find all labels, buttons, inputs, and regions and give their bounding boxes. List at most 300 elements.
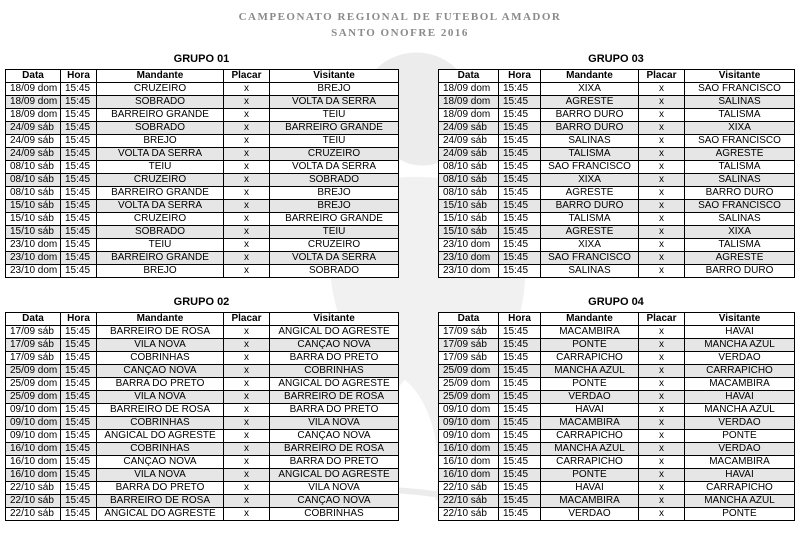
score: x: [639, 417, 685, 430]
match-time: 15:45: [499, 148, 541, 161]
table-row: [439, 148, 795, 161]
table-row: [439, 469, 795, 482]
score: x: [639, 339, 685, 352]
match-date: 08/10 sáb: [439, 174, 499, 187]
table-row: [6, 96, 399, 109]
score: x: [639, 187, 685, 200]
table-row: [439, 391, 795, 404]
score: x: [224, 213, 270, 226]
away-team: SOBRADO: [270, 265, 399, 278]
match-time: 15:45: [499, 430, 541, 443]
column-header-placar: Placar: [639, 313, 685, 326]
match-time: 15:45: [61, 83, 97, 96]
match-time: 15:45: [499, 213, 541, 226]
match-time: 15:45: [499, 482, 541, 495]
match-date: 08/10 sáb: [439, 161, 499, 174]
table-row: [6, 109, 399, 122]
score: x: [639, 226, 685, 239]
score: x: [639, 482, 685, 495]
score: x: [224, 326, 270, 339]
table-row: [6, 378, 399, 391]
away-team: PONTE: [685, 508, 795, 521]
group-title: GRUPO 01: [173, 53, 230, 65]
match-time: 15:45: [499, 239, 541, 252]
match-time: 15:45: [61, 495, 97, 508]
match-date: 18/09 dom: [6, 96, 61, 109]
match-date: 15/10 sáb: [6, 213, 61, 226]
table-header-row: [439, 70, 795, 83]
home-team: MACAMBIRA: [541, 326, 639, 339]
home-team: VERDAO: [541, 508, 639, 521]
column-header-data: Data: [6, 70, 61, 83]
match-time: 15:45: [61, 443, 97, 456]
match-date: 25/09 dom: [6, 378, 61, 391]
match-time: 15:45: [61, 213, 97, 226]
away-team: SOBRADO: [270, 174, 399, 187]
match-date: 08/10 sáb: [6, 161, 61, 174]
match-date: 17/09 sáb: [6, 352, 61, 365]
home-team: BARRA DO PRETO: [97, 378, 224, 391]
match-date: 15/10 sáb: [439, 226, 499, 239]
away-team: TEIU: [270, 226, 399, 239]
away-team: MANCHA AZUL: [685, 404, 795, 417]
score: x: [224, 391, 270, 404]
match-time: 15:45: [499, 404, 541, 417]
score: x: [224, 122, 270, 135]
away-team: HAVAI: [685, 391, 795, 404]
score: x: [224, 404, 270, 417]
column-header-hora: Hora: [499, 313, 541, 326]
score: x: [639, 252, 685, 265]
table-row: [6, 213, 399, 226]
home-team: AGRESTE: [541, 96, 639, 109]
match-date: 24/09 sáb: [439, 135, 499, 148]
match-time: 15:45: [61, 161, 97, 174]
score: x: [639, 469, 685, 482]
match-date: 09/10 dom: [439, 417, 499, 430]
match-date: 23/10 dom: [439, 252, 499, 265]
table-row: [6, 352, 399, 365]
match-time: 15:45: [499, 187, 541, 200]
table-row: [439, 352, 795, 365]
score: x: [224, 352, 270, 365]
match-date: 24/09 sáb: [6, 148, 61, 161]
table-row: [439, 200, 795, 213]
away-team: SALINAS: [685, 96, 795, 109]
table-row: [439, 417, 795, 430]
home-team: VERDAO: [541, 391, 639, 404]
group-table: [5, 69, 399, 278]
home-team: CRUZEIRO: [97, 213, 224, 226]
table-header-row: [6, 313, 399, 326]
table-row: [6, 456, 399, 469]
home-team: CANÇAO NOVA: [97, 456, 224, 469]
away-team: BARREIRO DE ROSA: [270, 391, 399, 404]
home-team: SAO FRANCISCO: [541, 161, 639, 174]
match-time: 15:45: [61, 482, 97, 495]
score: x: [639, 391, 685, 404]
home-team: ANGICAL DO AGRESTE: [97, 508, 224, 521]
away-team: CARRAPICHO: [685, 365, 795, 378]
away-team: BARREIRO GRANDE: [270, 122, 399, 135]
match-date: 09/10 dom: [6, 430, 61, 443]
group-title: GRUPO 02: [173, 296, 230, 308]
match-time: 15:45: [499, 135, 541, 148]
away-team: BREJO: [270, 83, 399, 96]
score: x: [224, 508, 270, 521]
column-header-data: Data: [439, 313, 499, 326]
home-team: COBRINHAS: [97, 417, 224, 430]
away-team: TALISMA: [685, 109, 795, 122]
score: x: [639, 508, 685, 521]
match-time: 15:45: [61, 239, 97, 252]
table-row: [439, 96, 795, 109]
column-header-placar: Placar: [224, 70, 270, 83]
match-time: 15:45: [61, 508, 97, 521]
table-row: [439, 226, 795, 239]
home-team: AGRESTE: [541, 226, 639, 239]
table-row: [6, 417, 399, 430]
table-row: [439, 378, 795, 391]
home-team: TEIU: [97, 161, 224, 174]
column-header-data: Data: [439, 70, 499, 83]
column-header-mandante: Mandante: [541, 70, 639, 83]
match-date: 22/10 sáb: [6, 495, 61, 508]
match-date: 22/10 sáb: [6, 508, 61, 521]
match-time: 15:45: [61, 200, 97, 213]
score: x: [224, 365, 270, 378]
score: x: [224, 187, 270, 200]
score: x: [639, 239, 685, 252]
score: x: [639, 122, 685, 135]
score: x: [224, 469, 270, 482]
table-row: [6, 135, 399, 148]
match-time: 15:45: [499, 443, 541, 456]
away-team: VERDAO: [685, 417, 795, 430]
column-header-mandante: Mandante: [97, 70, 224, 83]
score: x: [639, 352, 685, 365]
match-date: 16/10 dom: [6, 443, 61, 456]
table-row: [439, 83, 795, 96]
away-team: CANÇAO NOVA: [270, 430, 399, 443]
home-team: VILA NOVA: [97, 339, 224, 352]
match-time: 15:45: [61, 352, 97, 365]
match-time: 15:45: [499, 391, 541, 404]
match-date: 15/10 sáb: [439, 213, 499, 226]
home-team: HAVAI: [541, 482, 639, 495]
match-time: 15:45: [61, 109, 97, 122]
away-team: BARRO DURO: [685, 187, 795, 200]
match-time: 15:45: [499, 352, 541, 365]
group-table: [438, 312, 795, 521]
match-time: 15:45: [499, 495, 541, 508]
table-row: [6, 252, 399, 265]
table-header-row: [6, 70, 399, 83]
score: x: [639, 109, 685, 122]
match-date: 18/09 dom: [439, 96, 499, 109]
match-date: 16/10 dom: [6, 469, 61, 482]
away-team: VILA NOVA: [270, 482, 399, 495]
match-time: 15:45: [499, 83, 541, 96]
home-team: TEIU: [97, 239, 224, 252]
score: x: [639, 213, 685, 226]
match-date: 08/10 sáb: [6, 174, 61, 187]
home-team: SALINAS: [541, 265, 639, 278]
away-team: CRUZEIRO: [270, 148, 399, 161]
home-team: PONTE: [541, 339, 639, 352]
away-team: MANCHA AZUL: [685, 495, 795, 508]
score: x: [224, 239, 270, 252]
table-row: [439, 109, 795, 122]
score: x: [639, 83, 685, 96]
match-time: 15:45: [61, 122, 97, 135]
table-row: [6, 239, 399, 252]
away-team: VOLTA DA SERRA: [270, 252, 399, 265]
table-row: [6, 326, 399, 339]
away-team: MANCHA AZUL: [685, 339, 795, 352]
home-team: SAO FRANCISCO: [541, 252, 639, 265]
table-row: [6, 404, 399, 417]
match-time: 15:45: [61, 226, 97, 239]
away-team: BARRO DURO: [685, 265, 795, 278]
home-team: SOBRADO: [97, 96, 224, 109]
table-row: [439, 508, 795, 521]
match-time: 15:45: [499, 469, 541, 482]
away-team: ANGICAL DO AGRESTE: [270, 469, 399, 482]
home-team: COBRINHAS: [97, 443, 224, 456]
match-time: 15:45: [499, 226, 541, 239]
away-team: COBRINHAS: [270, 508, 399, 521]
home-team: XIXA: [541, 239, 639, 252]
match-time: 15:45: [499, 174, 541, 187]
match-time: 15:45: [499, 456, 541, 469]
table-row: [439, 135, 795, 148]
match-date: 09/10 dom: [6, 417, 61, 430]
away-team: HAVAI: [685, 469, 795, 482]
table-row: [6, 187, 399, 200]
home-team: PONTE: [541, 378, 639, 391]
home-team: BARREIRO GRANDE: [97, 109, 224, 122]
away-team: BREJO: [270, 187, 399, 200]
match-time: 15:45: [61, 469, 97, 482]
match-time: 15:45: [61, 456, 97, 469]
home-team: MACAMBIRA: [541, 417, 639, 430]
match-date: 18/09 dom: [6, 83, 61, 96]
score: x: [224, 482, 270, 495]
table-row: [439, 404, 795, 417]
table-row: [6, 391, 399, 404]
match-date: 25/09 dom: [439, 365, 499, 378]
away-team: COBRINHAS: [270, 365, 399, 378]
table-row: [439, 213, 795, 226]
group-table: [438, 69, 795, 278]
table-row: [439, 161, 795, 174]
home-team: CARRAPICHO: [541, 352, 639, 365]
away-team: XIXA: [685, 122, 795, 135]
home-team: CRUZEIRO: [97, 83, 224, 96]
match-date: 23/10 dom: [6, 265, 61, 278]
away-team: HAVAI: [685, 326, 795, 339]
match-date: 17/09 sáb: [439, 326, 499, 339]
match-time: 15:45: [499, 326, 541, 339]
table-row: [439, 252, 795, 265]
match-date: 23/10 dom: [6, 252, 61, 265]
home-team: CARRAPICHO: [541, 430, 639, 443]
page-title: CAMPEONATO REGIONAL DE FUTEBOL AMADOR: [238, 11, 562, 23]
match-time: 15:45: [61, 135, 97, 148]
away-team: TALISMA: [685, 239, 795, 252]
table-row: [439, 495, 795, 508]
score: x: [639, 495, 685, 508]
score: x: [224, 417, 270, 430]
column-header-mandante: Mandante: [541, 313, 639, 326]
home-team: CRUZEIRO: [97, 174, 224, 187]
away-team: VERDAO: [685, 352, 795, 365]
table-row: [6, 508, 399, 521]
table-row: [439, 122, 795, 135]
group-title: GRUPO 04: [588, 296, 644, 308]
home-team: VILA NOVA: [97, 391, 224, 404]
table-row: [6, 365, 399, 378]
away-team: VERDAO: [685, 443, 795, 456]
match-date: 15/10 sáb: [439, 200, 499, 213]
score: x: [224, 174, 270, 187]
match-date: 24/09 sáb: [6, 122, 61, 135]
home-team: COBRINHAS: [97, 352, 224, 365]
match-date: 18/09 dom: [439, 109, 499, 122]
group-table: [5, 312, 399, 521]
table-row: [439, 265, 795, 278]
table-row: [439, 239, 795, 252]
match-date: 22/10 sáb: [439, 508, 499, 521]
match-date: 17/09 sáb: [439, 339, 499, 352]
home-team: VOLTA DA SERRA: [97, 200, 224, 213]
score: x: [224, 96, 270, 109]
match-time: 15:45: [61, 417, 97, 430]
away-team: BARREIRO GRANDE: [270, 213, 399, 226]
match-time: 15:45: [499, 252, 541, 265]
match-date: 25/09 dom: [6, 365, 61, 378]
match-time: 15:45: [61, 265, 97, 278]
home-team: XIXA: [541, 83, 639, 96]
table-row: [439, 174, 795, 187]
score: x: [224, 378, 270, 391]
match-date: 09/10 dom: [439, 404, 499, 417]
match-date: 23/10 dom: [439, 265, 499, 278]
away-team: SAO FRANCISCO: [685, 200, 795, 213]
match-time: 15:45: [499, 161, 541, 174]
score: x: [639, 443, 685, 456]
score: x: [224, 430, 270, 443]
home-team: BARREIRO GRANDE: [97, 252, 224, 265]
score: x: [224, 456, 270, 469]
score: x: [224, 161, 270, 174]
group-title: GRUPO 03: [588, 53, 644, 65]
home-team: CARRAPICHO: [541, 456, 639, 469]
home-team: MACAMBIRA: [541, 495, 639, 508]
away-team: XIXA: [685, 226, 795, 239]
home-team: BARREIRO DE ROSA: [97, 404, 224, 417]
score: x: [224, 495, 270, 508]
home-team: VOLTA DA SERRA: [97, 148, 224, 161]
match-time: 15:45: [499, 265, 541, 278]
home-team: BARREIRO GRANDE: [97, 187, 224, 200]
column-header-visitante: Visitante: [685, 313, 795, 326]
match-date: 25/09 dom: [439, 378, 499, 391]
score: x: [639, 265, 685, 278]
home-team: HAVAI: [541, 404, 639, 417]
table-row: [6, 469, 399, 482]
table-row: [439, 187, 795, 200]
column-header-visitante: Visitante: [270, 313, 399, 326]
away-team: MACAMBIRA: [685, 456, 795, 469]
table-row: [6, 174, 399, 187]
match-time: 15:45: [61, 148, 97, 161]
score: x: [639, 378, 685, 391]
match-date: 16/10 dom: [6, 456, 61, 469]
away-team: AGRESTE: [685, 252, 795, 265]
away-team: VOLTA DA SERRA: [270, 161, 399, 174]
score: x: [224, 252, 270, 265]
home-team: CANÇAO NOVA: [97, 365, 224, 378]
home-team: SALINAS: [541, 135, 639, 148]
match-date: 17/09 sáb: [6, 326, 61, 339]
score: x: [639, 135, 685, 148]
column-header-visitante: Visitante: [685, 70, 795, 83]
column-header-placar: Placar: [224, 313, 270, 326]
table-header-row: [439, 313, 795, 326]
table-row: [439, 365, 795, 378]
score: x: [639, 174, 685, 187]
match-time: 15:45: [499, 122, 541, 135]
home-team: SOBRADO: [97, 122, 224, 135]
away-team: TALISMA: [685, 161, 795, 174]
match-time: 15:45: [499, 200, 541, 213]
column-header-hora: Hora: [61, 313, 97, 326]
match-date: 24/09 sáb: [6, 135, 61, 148]
away-team: ANGICAL DO AGRESTE: [270, 378, 399, 391]
table-row: [439, 443, 795, 456]
home-team: MANCHA AZUL: [541, 365, 639, 378]
home-team: ANGICAL DO AGRESTE: [97, 430, 224, 443]
match-date: 17/09 sáb: [439, 352, 499, 365]
score: x: [639, 161, 685, 174]
away-team: BARRA DO PRETO: [270, 352, 399, 365]
away-team: BREJO: [270, 200, 399, 213]
home-team: MANCHA AZUL: [541, 443, 639, 456]
home-team: BARRO DURO: [541, 200, 639, 213]
away-team: CRUZEIRO: [270, 239, 399, 252]
score: x: [224, 148, 270, 161]
table-row: [439, 326, 795, 339]
score: x: [639, 96, 685, 109]
away-team: MACAMBIRA: [685, 378, 795, 391]
table-row: [6, 148, 399, 161]
away-team: TEIU: [270, 135, 399, 148]
score: x: [639, 365, 685, 378]
home-team: TALISMA: [541, 213, 639, 226]
table-row: [6, 122, 399, 135]
table-row: [6, 482, 399, 495]
away-team: SAO FRANCISCO: [685, 83, 795, 96]
match-date: 08/10 sáb: [6, 187, 61, 200]
table-row: [439, 339, 795, 352]
match-date: 23/10 dom: [439, 239, 499, 252]
match-time: 15:45: [61, 187, 97, 200]
score: x: [224, 339, 270, 352]
table-row: [6, 495, 399, 508]
match-time: 15:45: [61, 96, 97, 109]
